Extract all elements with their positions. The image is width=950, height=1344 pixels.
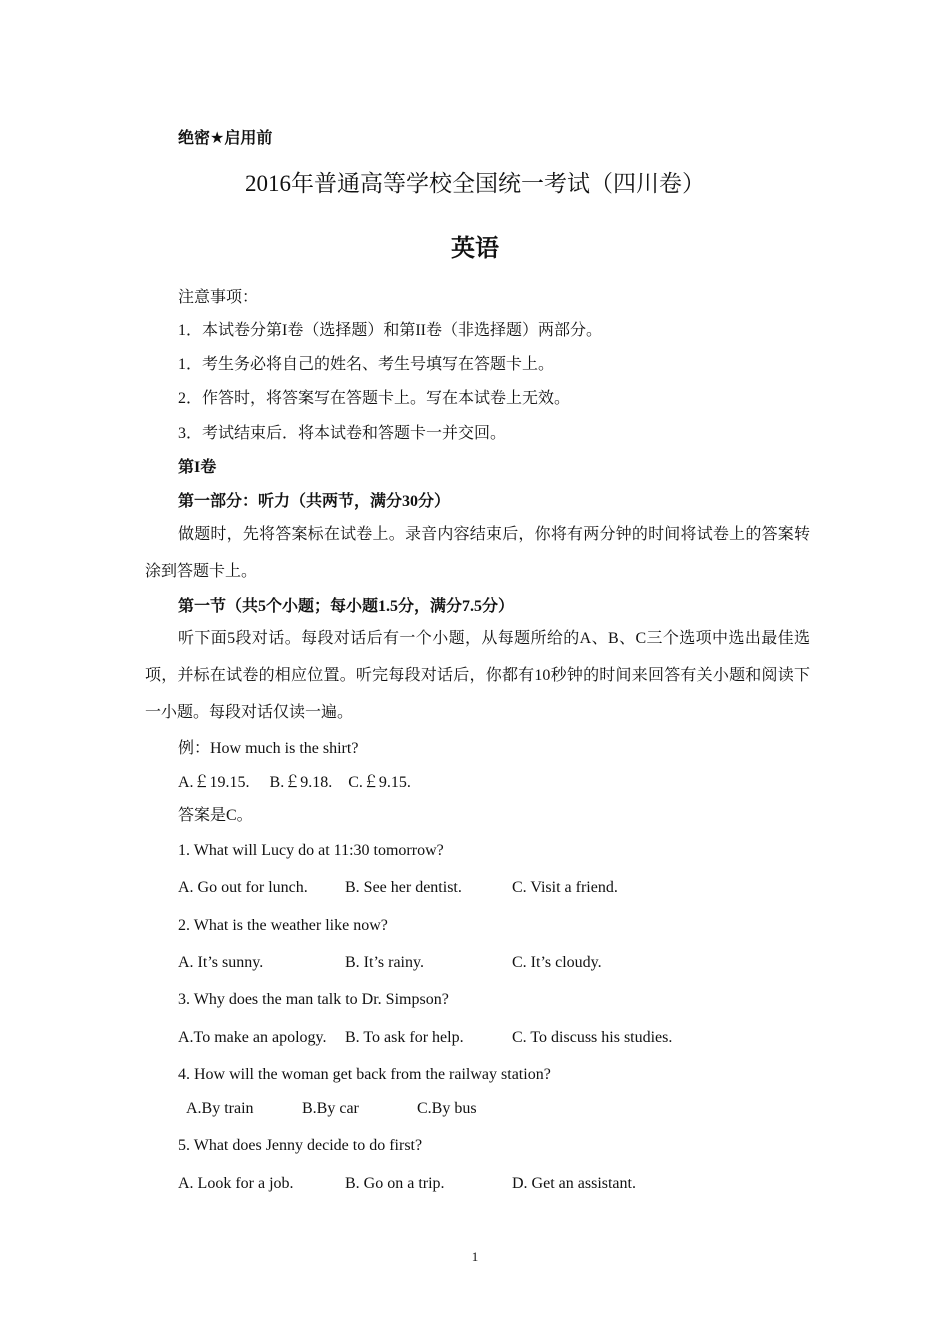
question-stem: 1. What will Lucy do at 11:30 tomorrow? (178, 842, 444, 859)
option-a: A.By train (186, 1100, 254, 1117)
option-b: B. See her dentist. (345, 879, 462, 896)
question-stem: 5. What does Jenny decide to do first? (178, 1137, 423, 1154)
question-stem: 4. How will the woman get back from the railway station? (178, 1066, 551, 1083)
option-c: C.By bus (417, 1100, 477, 1117)
option-a: A. Look for a job. (178, 1175, 294, 1192)
exam-title: 2016年普通高等学校全国统一考试（四川卷） (245, 171, 705, 196)
note-item: 2．作答时，将答案写在答题卡上。写在本试卷上无效。 (178, 390, 571, 407)
option-a: A. Go out for lunch. (178, 879, 308, 896)
option-c: D. Get an assistant. (512, 1175, 636, 1192)
option-c: C. It’s cloudy. (512, 954, 602, 971)
section1-heading: 第一节（共5个小题；每小题1.5分，满分7.5分） (178, 598, 515, 615)
note-item: 3．考试结束后．将本试卷和答题卡一并交回。 (178, 425, 507, 442)
option-b: B. Go on a trip. (345, 1175, 445, 1192)
volume-heading: 第I卷 (178, 459, 217, 476)
option-c: C. Visit a friend. (512, 879, 618, 896)
option-a: A. It’s sunny. (178, 954, 264, 971)
example-answer: 答案是C。 (178, 807, 253, 824)
confidential-label: 绝密★启用前 (178, 128, 273, 147)
question-stem: 2. What is the weather like now? (178, 917, 388, 934)
section1-instruction: 听下面5段对话。每段对话后有一个小题，从每题所给的A、B、C三个选项中选出最佳选项，并标在试卷的相应位置。听完每段对话后，你都有10秒钟的时间来回答有关小题和阅读下一小题。每段对话仅读一遍。 (145, 630, 810, 721)
page-number: 1 (471, 1249, 479, 1264)
part1-heading: 第一部分：听力（共两节，满分30分） (178, 493, 451, 510)
example-options: A.￡19.15. B.￡9.18. C.￡9.15. (178, 774, 411, 791)
option-b: B.By car (302, 1100, 359, 1117)
note-item: 1．本试卷分第I卷（选择题）和第II卷（非选择题）两部分。 (178, 322, 602, 339)
option-c: C. To discuss his studies. (512, 1029, 673, 1046)
option-b: B. To ask for help. (345, 1029, 464, 1046)
notes-heading: 注意事项： (178, 289, 259, 306)
note-item: 1．考生务必将自己的姓名、考生号填写在答题卡上。 (178, 356, 555, 373)
question-stem: 3. Why does the man talk to Dr. Simpson? (178, 991, 449, 1008)
part1-instruction: 做题时，先将答案标在试卷上。录音内容结束后，你将有两分钟的时间将试卷上的答案转涂到答题卡上。 (145, 526, 810, 580)
example-question: 例：How much is the shirt? (178, 740, 359, 757)
subject-title: 英语 (451, 234, 499, 262)
option-a: A.To make an apology. (178, 1029, 327, 1046)
option-b: B. It’s rainy. (345, 954, 424, 971)
